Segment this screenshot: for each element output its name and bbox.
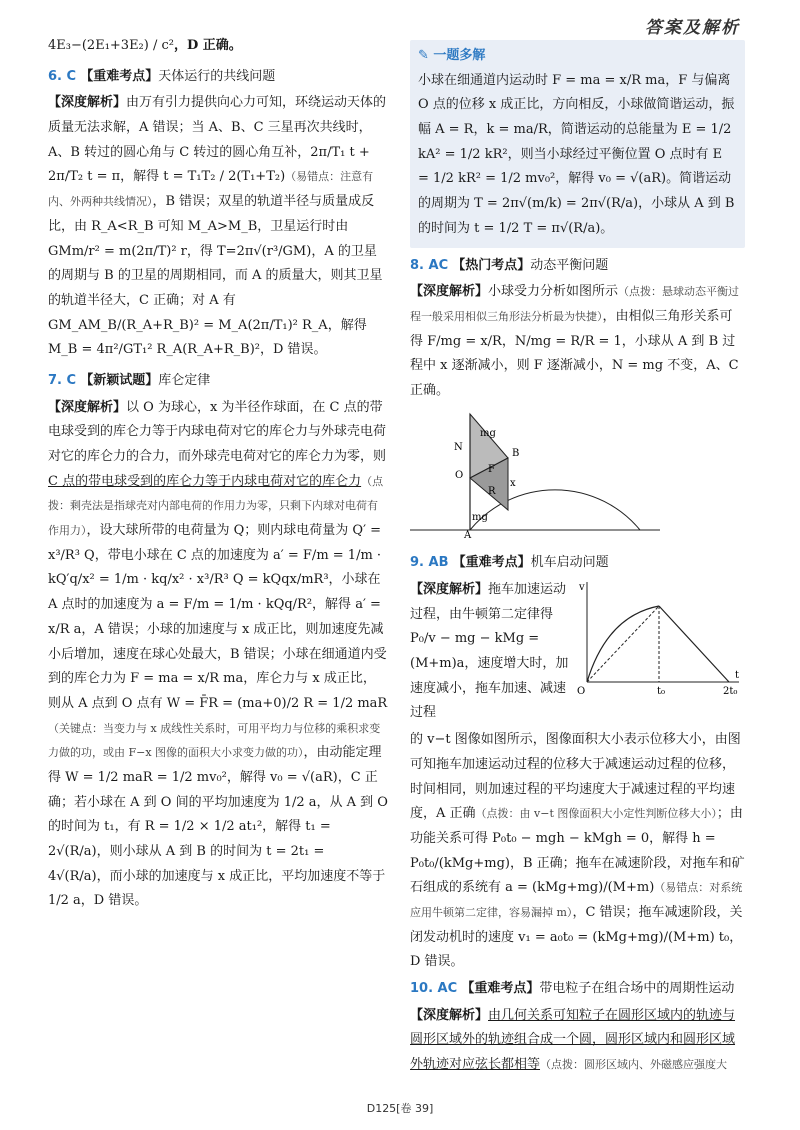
label-O: O [455,469,464,481]
alt-solution-text: 小球在细通道内运动时 F = ma = x/R ma，F 与偏离 O 点的位移 x 成正比，方向相反，小球做简谐运动，振幅 A = R，k = ma/R，简谐运动的总能量为 E = 1/2 kA² = 1/2 kR²，则当小球经过平衡位置 O 点时有 E = 1/2 kR² = 1/2 mv₀²，解得 v₀ = √(aR)。简谐运动的周期为 T = 2π√(m/k) = 2π√(R/a)，小球从 A 到 B 的时间为 t = 1/2 T = π√(R/a)。 [418,72,735,236]
right-column [410,34,745,1080]
q10-body [410,1004,745,1078]
q9-body [410,578,745,975]
q7-title [48,369,388,394]
page-header-title: 答案及解析 [645,18,740,38]
q8-analysis-head: 【深度解析】 [410,284,489,300]
label-A: A [464,529,472,538]
q9-topic: 机车启动问题 [530,555,609,571]
q7-note-2: （关键点：当变力与 x 成线性关系时，可用平均力与位移的乘积求变力做的功，或由 F−x 图像的面积大小求变力做的功） [48,721,381,760]
q7-body [48,396,388,914]
q10-note: （点拨：圆形区域内、外磁感应强度大 [540,1058,728,1072]
q10-underline: 由几何关系可知粒子在圆形区域内的轨迹与圆形区域外的轨迹组合成一个圆，圆形区域内和圆形区域外轨迹对应弦长都相等 [410,1007,736,1073]
q10-tag: 【重难考点】 [461,981,540,996]
q10-topic: 带电粒子在组合场中的周期性运动 [539,981,735,996]
vt-v-label: v [579,582,585,593]
q9-text-3: ；由功能关系可得 P₀t₀ − mgh − kMgh = 0，解得 h = P₀t₀/(kMg+mg)，B 正确；拖车在减速阶段，对拖车和矿石组成的系统有 a = (kMg+mg)/(M+m) [410,806,745,896]
q9-note-2: （易错点：对系统应用牛顿第二定律，容易漏掉 m） [410,881,743,919]
q9-analysis-head: 【深度解析】 [410,582,489,597]
page-footer: D125[卷 39] [366,1102,434,1116]
q7-text-3: ，由动能定理得 W = 1/2 maR = 1/2 mv₀²，解得 v₀ = √(aR)，C 正确；若小球在 A 到 O 间的平均加速度为 1/2 a，从 A 到 O 的时间为 t₁，有 R = 1/2 × 1/2 at₁²，解得 t₁ = 2√(R/a)，则小球从 A 到 B 的时间为 t = 2t₁ = 4√(R/a)，而小球的加速度与 x 成正比，平均加速度不等于 1/2 a，D 错误。 [48,745,388,909]
q9-note-1: （点拨：由 v−t 图像面积大小定性判断位移大小） [475,807,717,821]
q8-text-2: ，由相似三角形关系可得 F/mg = x/R，N/mg = R/R = 1，小球从 A 到 B 过程中 x 逐渐减小，则 F 逐渐减小，N = mg 不变，A、C 正确。 [410,308,739,398]
q6-text-4: 4π²/GT₁² R_A(R_A+R_B)²，D 错误。 [96,342,327,358]
q6-analysis-head: 【深度解析】 [48,95,127,111]
q8-number: 8. AC [410,257,449,273]
force-diagram [410,408,745,548]
label-mg-top: mg [480,427,496,439]
q9-para2 [410,728,745,975]
q9-text-2: 的 v−t 图像如图所示，图像面积大小表示位移大小，由图可知拖车加速运动过程的位移大于减速运动过程的位移，时间相同，则加速过程的平均速度大于减速过程的平均速度，A 正确 [410,732,741,822]
label-x: x [510,477,516,489]
q7-underline: C 点的带电球受到的库仑力等于内球电荷对它的库仑力 [48,473,362,489]
q5-tail-text: ，D 正确。 [173,38,242,53]
q9-tag: 【重难考点】 [452,555,531,571]
q7-text-1: 以 O 为球心，x 为半径作球面，在 C 点的带电球受到的库仑力等于内球电荷对它的库仑力与外球壳电荷对它的库仑力的合力，而外球壳电荷对它的库仑力为零，则 [48,399,387,464]
q6-text-1: 由万有引力提供向心力可知，环绕运动天体的质量无法求解，A 错误；当 A、B、C 三星再次共线时，A、B 转过的圆心角与 C 转过的圆心角互补，2π/T₁ t + 2π/T₂ t = π，解得 t = [48,95,387,185]
q8-note: （点拨：悬球动态平衡过程一般采用相似三角形法分析最为快捷） [410,285,740,323]
q6-text-2: T₁T₂ / 2(T₁+T₂) [187,169,286,185]
vt-origin: O [577,686,586,697]
label-B: B [512,447,520,459]
q6-body [48,91,388,363]
vt-linear-ref [587,606,659,682]
label-N: N [454,441,463,453]
vt-chart [577,578,745,698]
q10-title [410,977,745,1002]
q7-note-1: （点拨：剩壳法是指球壳对内部电荷的作用力为零，只剩下内球对电荷有作用力） [48,474,384,538]
q10-number: 10. AC [410,981,458,996]
q7-topic: 库仑定律 [158,372,211,388]
q10-analysis-head: 【深度解析】 [410,1007,489,1023]
alt-solution-label: 一题多解 [433,48,486,63]
vt-decel-line [659,606,729,682]
q6-text-3: ，B 错误；双星的轨道半径与质量成反比，由 R_A<R_B 可知 M_A>M_B，卫星运行时由 GMm/r² = m(2π/T)² r，得 T=2π√(r³/GM)，A 的卫星的周期与 B 的卫星的周期相同，而 A 的质量大，则其卫星的轨道半径大，C 正确；对 A 有 GM_AM_B/(R_A+R_B)² = M_A(2π/T₁)² R_A，解得 M_B = [48,194,383,358]
q7-number: 7. C [48,372,77,388]
q6-topic: 天体运行的共线问题 [158,68,276,84]
q9-text-1: 拖车加速运动过程，由牛顿第二定律得 P₀/v − mg − kMg = (M+m)a，速度增大时，加速度减小，拖车加速、减速过程 [410,582,569,721]
q8-title [410,254,745,279]
alt-solution-head: ✎ 一题多解 [418,48,486,63]
q9-title [410,551,745,576]
q6-number: 6. C [48,68,77,84]
alt-solution-box [410,40,745,248]
q8-topic: 动态平衡问题 [530,257,609,273]
q8-body [410,280,745,403]
q7-analysis-head: 【深度解析】 [48,399,127,415]
label-F: F [488,463,495,475]
vt-2t0-tick: 2t₀ [723,686,738,697]
q8-text-1: 小球受力分析如图所示 [488,284,619,300]
q9-text-4: ，C 错误；拖车减速阶段，关闭发动机时的速度 v₁ = a₀t₀ = (kMg+mg)/(M+m) t₀，D 错误。 [410,904,743,970]
vt-t0-tick: t₀ [657,686,666,697]
vt-t-label: t [735,670,740,681]
q7-text-2: ，设大球所带的电荷量为 Q；则内球电荷量为 Q′ = x³/R³ Q，带电小球在 C 点的加速度为 a′ = F/m = 1/m · kQ′q/x² = 1/m · kq/x² · x³/R³ Q = kQqx/mR³，小球在 A 点时的加速度为 a = F/m = 1/m · kQq/R²，解得 a′ = x/R a，A 错误；小球的加速度与 x 成正比，则加速度先减小后增加，速度在球心处最大，B 错误；小球在细通道内受到的库仑力为 F = ma = x/R ma，库仑力与 x 成正比，则从 A 点到 O 点有 W = F̄R = (ma+0)/2 R = 1/2 maR [48,523,388,711]
q6-tag: 【重难考点】 [80,68,159,84]
left-column [48,34,388,916]
label-mg-bottom: mg [472,511,488,523]
force-diagram-svg [410,408,660,538]
q9-number: 9. AB [410,555,449,571]
label-R: R [488,485,496,497]
q7-tag: 【新颖试题】 [80,372,159,388]
q8-tag: 【热门考点】 [452,257,531,273]
q5-tail [48,34,388,59]
q6-title [48,65,388,90]
q6-note: （易错点：注意有内、外两种共线情况） [48,170,374,209]
q5-formula: 4E₃−(2E₁+3E₂) / c² [48,38,174,53]
